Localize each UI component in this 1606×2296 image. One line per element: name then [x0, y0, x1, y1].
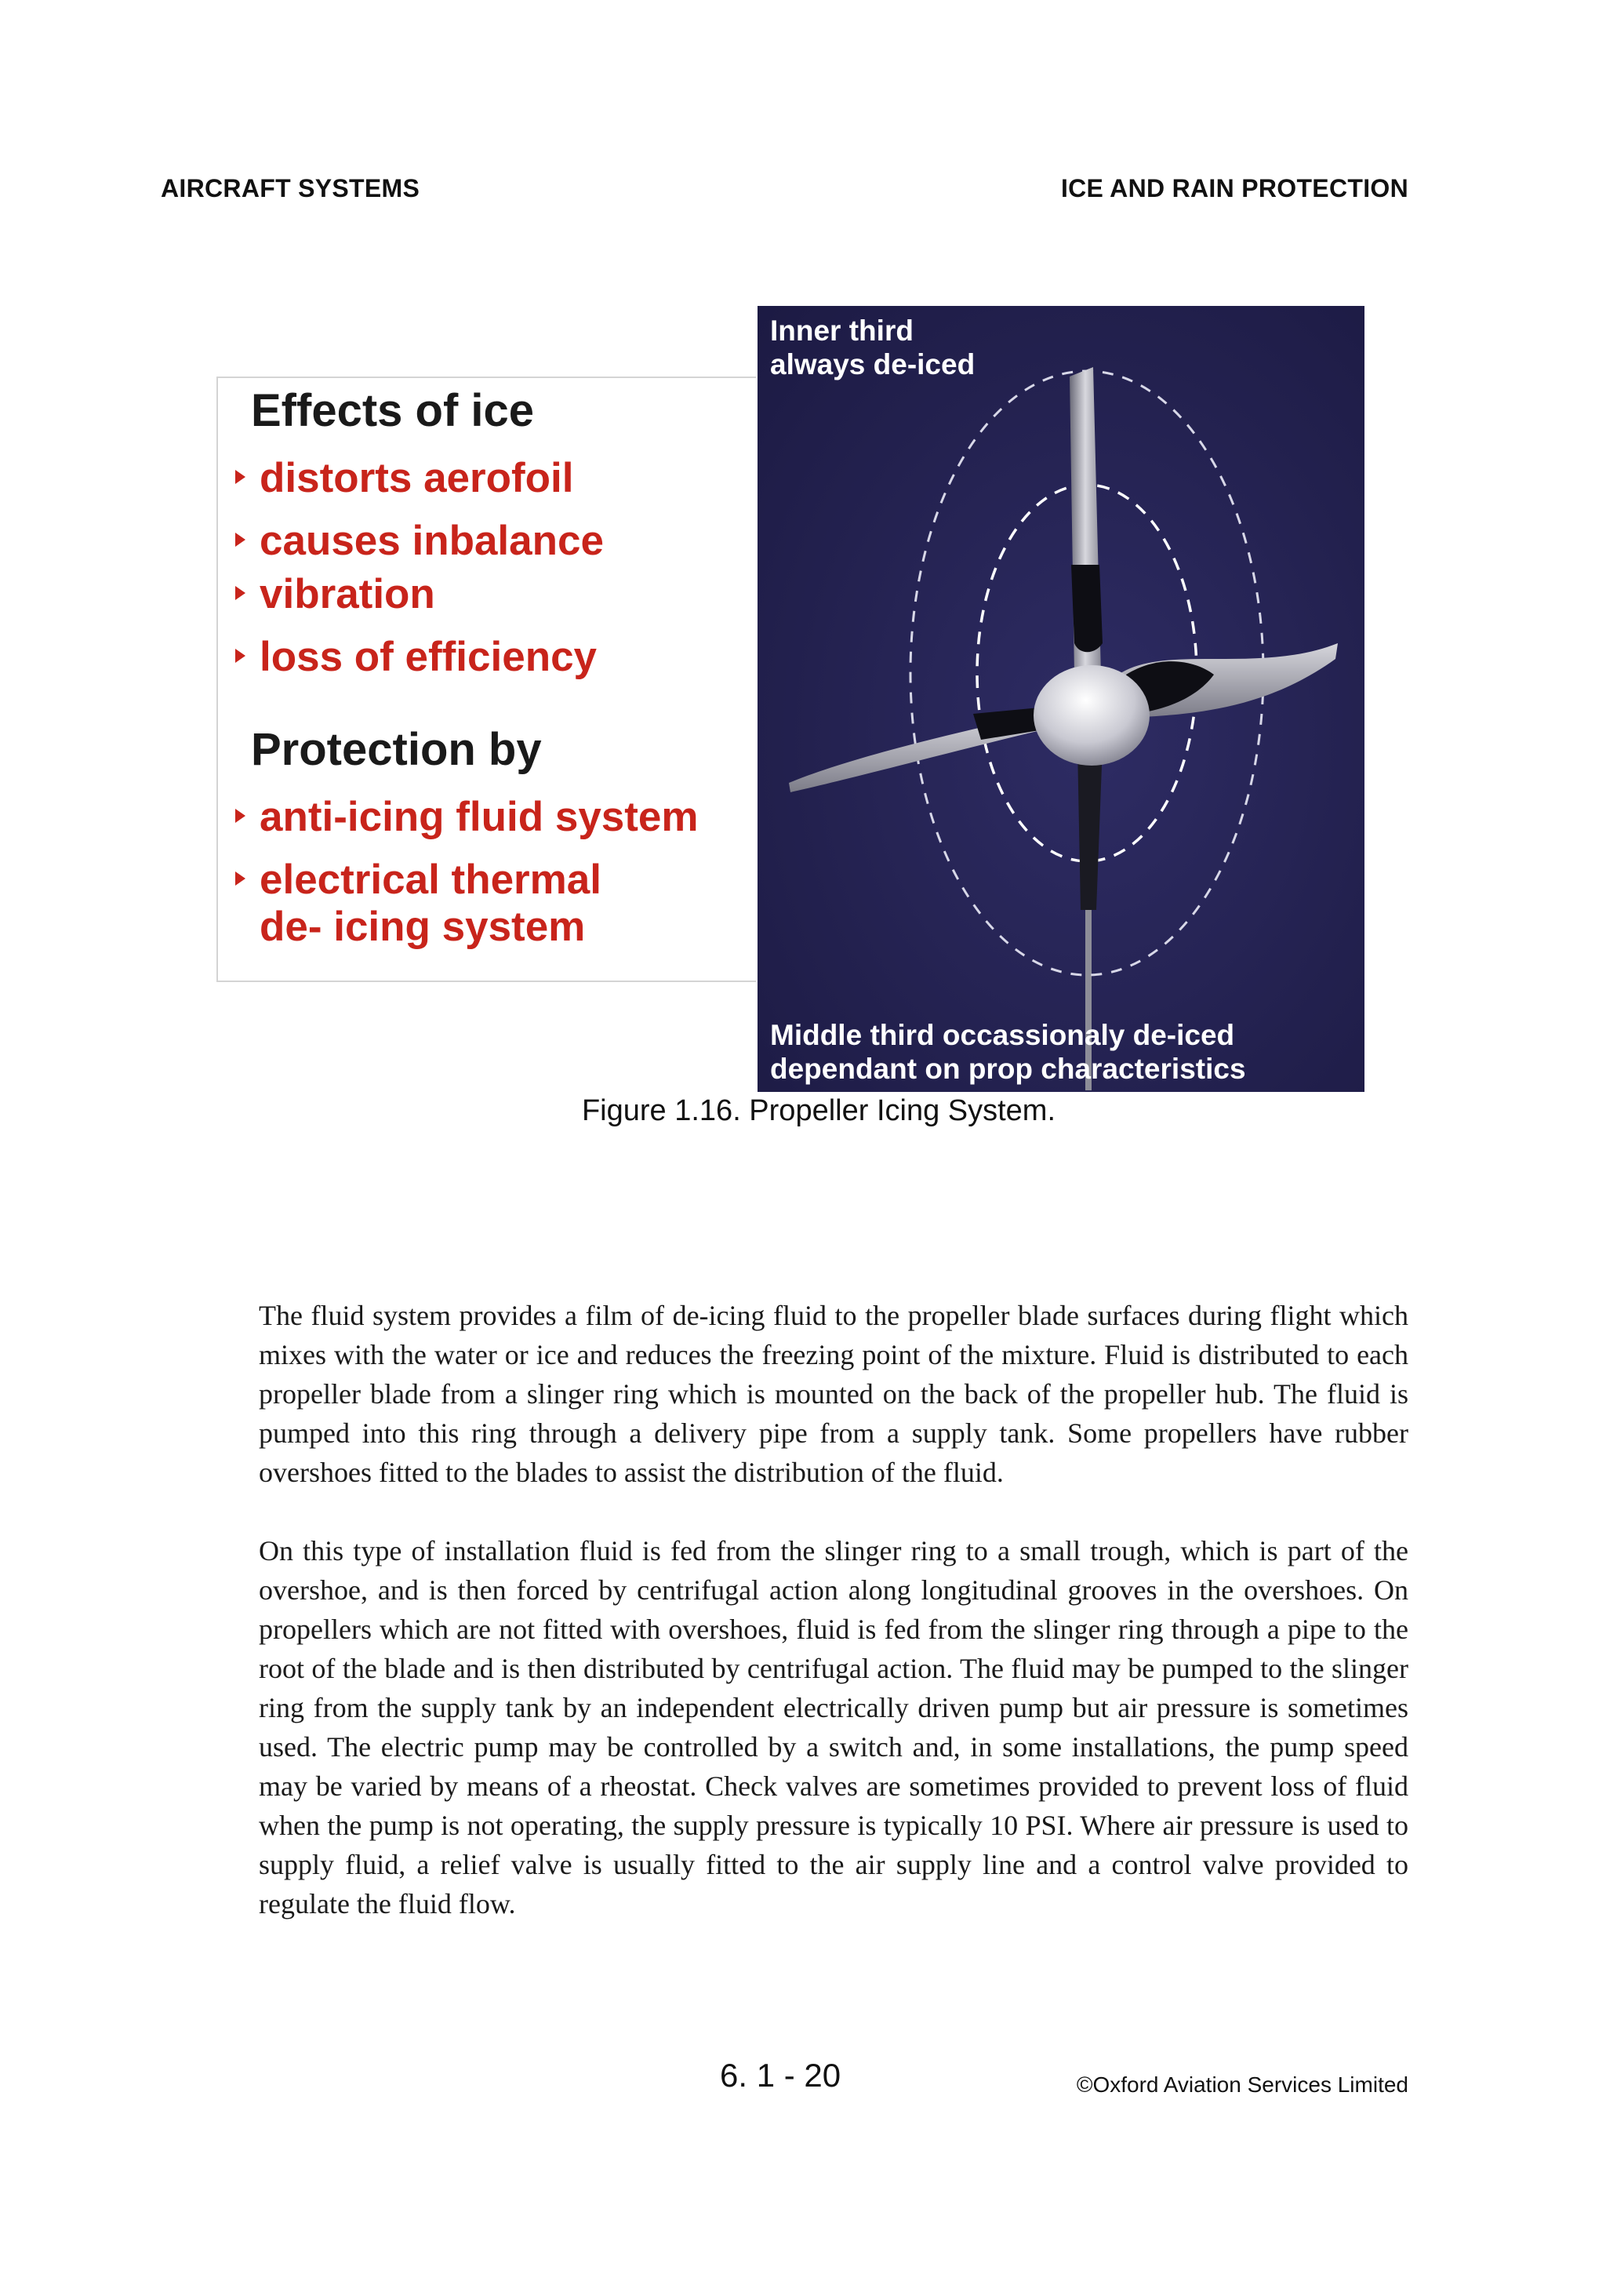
protection-heading: Protection by	[251, 724, 542, 775]
bullet-arrow-icon	[235, 649, 245, 663]
effects-heading: Effects of ice	[251, 385, 534, 436]
bullet-arrow-icon	[235, 533, 245, 547]
copyright-notice: ©Oxford Aviation Services Limited	[1076, 2072, 1408, 2097]
propeller-illustration	[758, 306, 1364, 1092]
body-paragraph: On this type of installation fluid is fed from the slinger ring to a small trough, which is part of the overshoe, and is then forced by centrifugal action along longitudinal grooves in the overshoes. On propellers which are not fitted with overshoes, fluid is fed from the slinger ring through a pipe to the root of the blade and is then distributed by centrifugal action. The fluid may be pumped to the slinger ring from the supply tank by an independent electrically driven pump but air pressure is sometimes used. The electric pump may be controlled by a switch and, in some installations, the pump speed may be varied by means of a rheostat. Check valves are sometimes provided to prevent loss of fluid when the pump is not operating, the supply pressure is typically 10 PSI. Where air pressure is used to supply fluid, a relief valve is usually fitted to the air supply line and a control valve provided to regulate the fluid flow.	[259, 1535, 1408, 1919]
inner-third-label: Inner third always de-iced	[770, 315, 976, 380]
effects-bullet: vibration	[235, 571, 435, 618]
bullet-arrow-icon	[235, 586, 245, 600]
bullet-arrow-icon	[235, 470, 245, 484]
inner-de-iced-zone	[1071, 565, 1103, 652]
figure-caption: Figure 1.16. Propeller Icing System.	[581, 1094, 1056, 1127]
running-header-right: ICE AND RAIN PROTECTION	[1060, 174, 1408, 202]
protection-bullet: electrical thermal de- icing system	[235, 857, 601, 951]
propeller-hub	[1034, 665, 1150, 766]
ice-effects-panel	[216, 377, 756, 982]
bullet-arrow-icon	[235, 809, 245, 823]
page-number: 6. 1 - 20	[720, 2057, 841, 2094]
running-header-left: AIRCRAFT SYSTEMS	[161, 174, 420, 202]
bullet-arrow-icon	[235, 871, 245, 886]
protection-bullet-continuation: de- icing system	[260, 904, 586, 950]
middle-third-label: Middle third occassionaly de-iced dependant on prop characteristics	[770, 1019, 1246, 1085]
effects-bullet: distorts aerofoil	[235, 455, 574, 502]
effects-bullet: loss of efficiency	[235, 634, 597, 681]
effects-bullet: causes inbalance	[235, 518, 604, 565]
protection-bullet: anti-icing fluid system	[235, 794, 699, 841]
body-paragraph: The fluid system provides a film of de-icing fluid to the propeller blade surfaces during flight which mixes with the water or ice and reduces the freezing point of the mixture. Fluid is distributed to each propeller blade from a slinger ring which is mounted on the back of the propeller hub. The fluid is pumped into this ring through a delivery pipe from a supply tank. Some propellers have rubber overshoes fitted to the blades to assist the distribution of the fluid.	[259, 1300, 1408, 1488]
propeller-blade-bottom	[1077, 745, 1103, 910]
propeller-icing-figure	[758, 306, 1364, 1092]
